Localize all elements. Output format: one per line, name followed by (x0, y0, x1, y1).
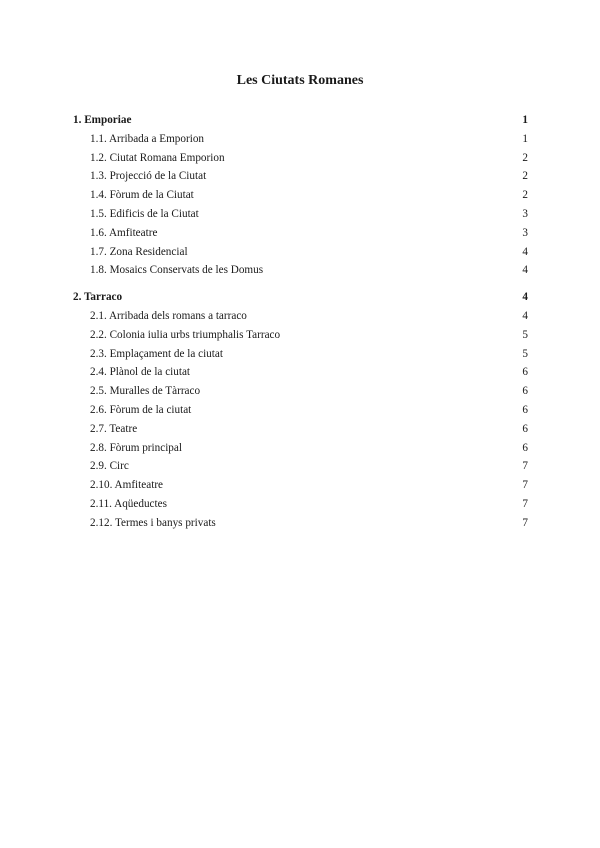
toc-chapter[interactable] (73, 288, 528, 307)
toc-page-number: 4 (522, 264, 528, 277)
toc-entry[interactable] (73, 457, 528, 476)
toc-entry[interactable] (73, 439, 528, 458)
toc-entry-label: 1.1. Arribada a Emporion (90, 132, 205, 145)
toc-entry[interactable] (73, 149, 528, 168)
toc-entry-label: 2.1. Arribada dels romans a tarraco (90, 309, 247, 322)
toc-entry-label: 2.11. Aqüeductes (90, 497, 167, 510)
toc-page-number: 7 (522, 460, 528, 473)
toc-entry-label: 1.8. Mosaics Conservats de les Domus (90, 264, 264, 277)
toc-page-number: 4 (522, 291, 528, 304)
toc-page-number: 6 (522, 441, 528, 454)
toc-entry-label: 1.5. Edificis de la Ciutat (90, 207, 199, 220)
table-of-contents (73, 111, 528, 541)
toc-page-number: 2 (522, 189, 528, 202)
toc-entry-label: 2.7. Teatre (90, 422, 138, 435)
toc-page-number: 2 (522, 170, 528, 183)
toc-entry-label: 2.10. Amfiteatre (90, 479, 164, 492)
toc-entry-label: 1.3. Projecció de la Ciutat (90, 170, 207, 183)
toc-entry-label: 1.2. Ciutat Romana Emporion (90, 151, 225, 164)
toc-page-number: 5 (522, 347, 528, 360)
page-title: Les Ciutats Romanes (236, 73, 364, 88)
toc-entry[interactable] (73, 345, 528, 364)
toc-section-tarraco (73, 288, 528, 532)
toc-entry[interactable] (73, 495, 528, 514)
toc-entry[interactable] (73, 514, 528, 533)
toc-entry[interactable] (73, 186, 528, 205)
toc-page-number: 5 (522, 328, 528, 341)
toc-entry[interactable] (73, 363, 528, 382)
toc-entry-label: 2.12. Termes i banys privats (90, 516, 216, 529)
toc-section-emporiae (73, 111, 528, 280)
toc-page-number: 7 (522, 516, 528, 529)
toc-chapter-label: 1. Emporiae (73, 114, 132, 126)
toc-entry[interactable] (73, 261, 528, 280)
toc-page-number: 3 (522, 226, 528, 239)
toc-page-number: 2 (522, 151, 528, 164)
toc-page-number: 6 (522, 422, 528, 435)
toc-entry[interactable] (73, 130, 528, 149)
toc-entry[interactable] (73, 167, 528, 186)
toc-page-number: 4 (522, 309, 528, 322)
toc-entry[interactable] (73, 224, 528, 243)
toc-entry-label: 2.4. Plànol de la ciutat (90, 366, 191, 379)
toc-page-number: 7 (522, 479, 528, 492)
toc-page-number: 1 (522, 132, 528, 145)
toc-page-number: 6 (522, 366, 528, 379)
toc-entry-label: 2.3. Emplaçament de la ciutat (90, 347, 223, 360)
toc-entry[interactable] (73, 243, 528, 262)
toc-entry-label: 2.9. Circ (90, 460, 129, 473)
toc-page-number: 1 (522, 114, 528, 126)
toc-entry-label: 2.6. Fòrum de la ciutat (90, 403, 192, 416)
toc-page-number: 7 (522, 497, 528, 510)
toc-entry[interactable] (73, 476, 528, 495)
toc-entry-label: 2.2. Colonia iulia urbs triumphalis Tarraco (90, 328, 281, 341)
toc-chapter-label: 2. Tarraco (73, 291, 123, 304)
toc-page-number: 6 (522, 385, 528, 398)
toc-entry[interactable] (73, 326, 528, 345)
toc-entry-label: 2.8. Fòrum principal (90, 441, 182, 454)
toc-entry[interactable] (73, 307, 528, 326)
toc-entry[interactable] (73, 382, 528, 401)
toc-entry[interactable] (73, 401, 528, 420)
toc-entry-label: 1.4. Fòrum de la Ciutat (90, 189, 194, 202)
toc-entry-label: 1.7. Zona Residencial (90, 245, 188, 258)
toc-page-number: 3 (522, 207, 528, 220)
toc-chapter[interactable] (73, 111, 528, 130)
toc-entry-label: 1.6. Amfiteatre (90, 226, 158, 239)
toc-page-number: 4 (522, 245, 528, 258)
toc-entry[interactable] (73, 420, 528, 439)
toc-entry[interactable] (73, 205, 528, 224)
toc-page-number: 6 (522, 403, 528, 416)
toc-entry-label: 2.5. Muralles de Tàrraco (90, 385, 201, 398)
